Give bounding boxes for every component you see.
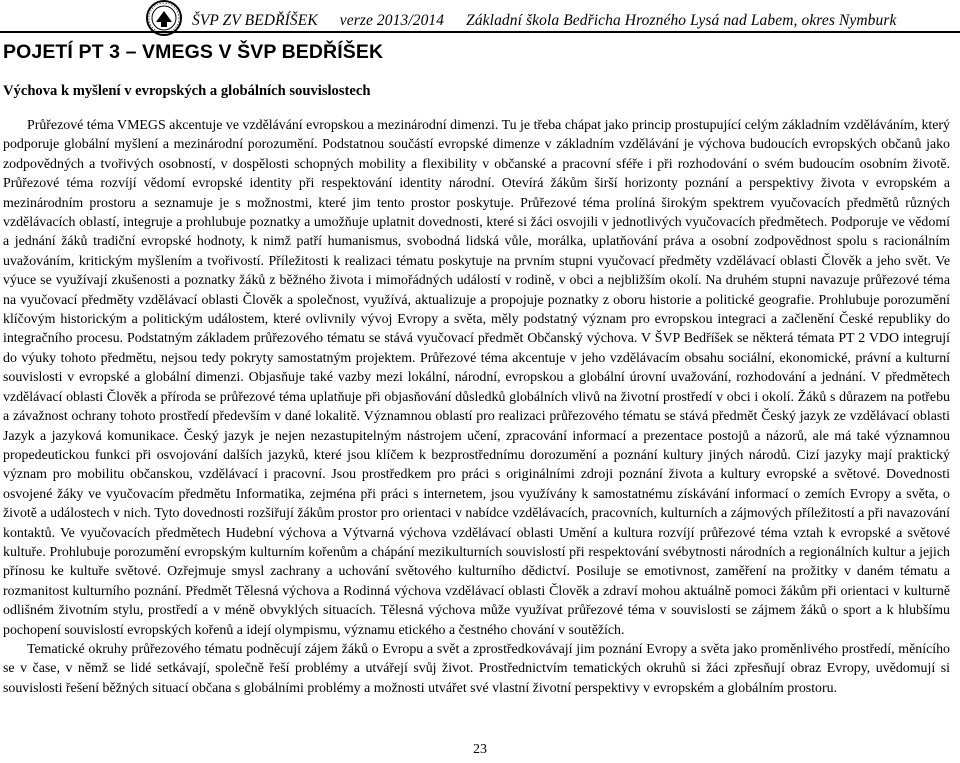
header-school: Základní škola Bedřicha Hrozného Lysá nad Labem, okres Nymburk (466, 12, 897, 29)
header-divider (0, 31, 960, 33)
page-number: 23 (473, 742, 487, 757)
section-subtitle: Výchova k myšlení v evropských a globálních souvislostech (3, 83, 371, 99)
body-text (3, 116, 950, 698)
paragraph: Průřezové téma VMEGS akcentuje ve vzdělávání evropskou a mezinárodní dimenzi. Tu je třeba chápat jako princip prostupující celým základním vzděláváním, který podporuje globální myšlení a mezinárodní porozumění. Podstatnou součástí evropské dimenze v základním vzdělávání je výchova budoucích evropských občanů jako zodpovědných a tvořivých osobností, v dospělosti schopných mobility a flexibility v občanské a pracovní sféře i při rozhodování o svém budoucím osobním životě. Průřezové téma rozvíjí vědomí evropské identity při respektování identity národní. Otevírá žákům širší horizonty poznání a perspektivy života v evropském a mezinárodním prostoru a seznamuje je s možnostmi, které jim tento prostor poskytuje. Průřezové téma prolíná širokým spektrem vyučovacích předmětů různých vzdělávacích oblastí, integruje a prohlubuje poznatky a umožňuje uplatnit dovednosti, které si žáci osvojili v jednotlivých vyučovacích předmětech. Podporuje ve vědomí a jednání žáků tradiční evropské hodnoty, k nimž patří humanismus, svobodná lidská vůle, morálka, uplatňování práva a osobní zodpovědnost spolu s racionálním uvažováním, kritickým myšlením a tvořivostí. Příležitosti k realizaci tématu poskytuje na prvním stupni vyučovací předměty vzdělávací oblasti Člověk a jeho svět. Ve výuce se využívají zkušenosti a poznatky žáků z běžného života i mimořádných událostí v rodině, v obci a nejbližším okolí. Na druhém stupni navazuje průřezové téma na vyučovací předměty vzdělávací oblasti Člověk a společnost, využívá, aktualizuje a propojuje poznatky z oboru historie a politické geografie. Prohlubuje porozumění klíčovým historickým a politickým událostem, které ovlivnily vývoj Evropy a světa, měly podstatný význam pro evropskou integraci a začlenění České republiky do integračního procesu. Podstatným základem průřezového tématu se stává vyučovací předmět Občanský výchova. V ŠVP Bedříšek se některá témata PT 2 VDO integrují do výuky tohoto předmětu, nejsou tedy pokryty samostatným projektem. Průřezové téma akcentuje v jeho vzdělávacím obsahu sociální, ekonomické, právní a kulturní souvislosti v evropské a globální dimenzi. Objasňuje také vazby mezi lokální, národní, evropskou a globální úrovní uvažování, rozhodování a jednání. V předmětech vzdělávací oblasti Člověk a příroda se průřezové téma uplatňuje při objasňování důsledků globálních vlivů na životní prostředí v obci i okolí. Žáků s důrazem na potřebu a závažnost ochrany tohoto prostředí především v dané lokalitě. Významnou oblastí pro realizaci průřezového tématu se stává předmět Český jazyk ze vzdělávací oblasti Jazyk a jazyková komunikace. Český jazyk je nejen nezastupitelným nástrojem učení, zpracování informací a prezentace postojů a názorů, ale má také významnou propedeutickou funkci při osvojování dalších jazyků, které jsou klíčem k bezprostřednímu dorozumění a poznání kultury jiných národů. Cizí jazyky mají praktický význam pro mobilitu občanskou, vzdělávací i pracovní. Jsou prostředkem pro práci s originálními zdroji poznání života a kultury evropské a světové. Dovednosti osvojené žáky ve vyučovacím předmětu Informatika, zejména při práci s internetem, jsou využívány k samostatnému získávání informací o zemích Evropy a světa, o životě a událostech v nich. Tyto dovednosti rozšiřují žákům prostor pro orientaci v nabídce vzdělávacích, pracovních, kulturních a zájmových příležitostí a při navazování kontaktů. Ve vyučovacích předmětech Hudební výchova a Výtvarná výchova vzdělávací oblasti Umění a kultura rozvíjí průřezové téma vztah k evropské a světové kultuře. Prohlubuje porozumění evropským kulturním kořenům a chápání mezikulturních souvislostí při respektování svébytnosti národních a regionálních kultur a jejich přínosu ke kultuře světové. Ozřejmuje smysl zachrany a uchování světového kulturního dědictví. Posiluje se emotivnost, zaměření na prožitky v daném tématu a rozmanitost kulturního poznání. Předmět Tělesná výchova a Rodinná výchova vzdělávací oblasti Člověk a zdraví mohou aktuálně pomoci žákům při orientaci v kulturně odlišném životním stylu, prostředí a v méně obvyklých situacích. Tělesná výchova může využívat průřezové téma v souvislosti se zájmem žáků o sport a k hlubšímu pochopení souvislostí evropských kořenů a idejí olympismu, významu etického a čestného chování v soutěžích. (3, 118, 950, 638)
header-program: ŠVP ZV BEDŘÍŠEK (192, 12, 318, 29)
paragraph: Tematické okruhy průřezového tématu podněcují zájem žáků o Evropu a svět a zprostředkovávají jim poznání Evropy a světa jako proměnlivého prostředí, měnícího se v čase, v němž se lidé setkávají, společně řeší problémy a utvářejí svůj život. Prostřednictvím tematických okruhů si žáci zpřesňují obraz Evropy, uvědomují si souvislosti řešení běžných situací občana s globálními problémy a možnosti utvářet své vlastní životní perspektivy v evropském a globálním prostoru. (3, 641, 950, 696)
running-header (192, 12, 952, 30)
page-title: POJETÍ PT 3 – VMEGS V ŠVP BEDŘÍŠEK (3, 41, 384, 63)
header-version: verze 2013/2014 (339, 12, 445, 29)
